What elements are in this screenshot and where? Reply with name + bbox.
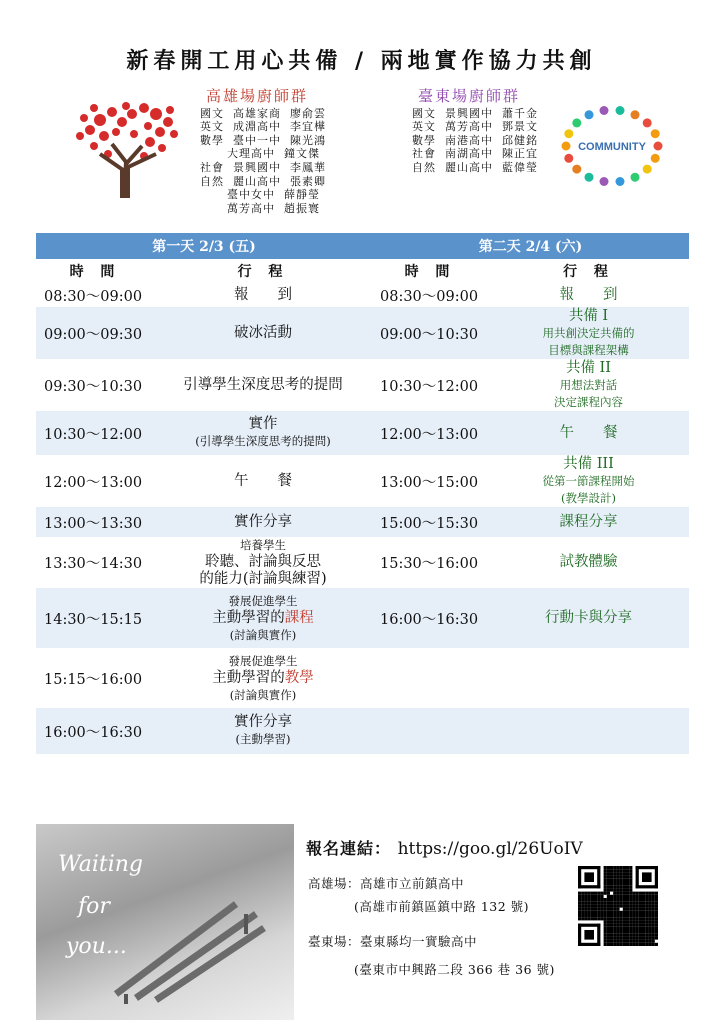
person-figure bbox=[572, 165, 581, 174]
day2-activity bbox=[488, 507, 689, 537]
kaohsiung-venue: 高雄場：高雄市立前鎮高中 bbox=[308, 876, 465, 891]
day2-time: 16:00～16:30 bbox=[372, 588, 488, 648]
schedule-row bbox=[36, 537, 689, 588]
day2-header: 第二天 2/4 (六) bbox=[372, 233, 689, 259]
activity-line: 共備 II bbox=[565, 359, 612, 376]
member-row: 社會 景興國中 李鳳華 bbox=[200, 160, 326, 174]
activity-line: 午 餐 bbox=[559, 424, 618, 441]
day1-time: 13:30～14:30 bbox=[44, 556, 143, 572]
day2-time bbox=[372, 708, 488, 754]
day2-time: 15:30～16:00 bbox=[380, 556, 479, 572]
day2-time: 13:00～15:00 bbox=[380, 474, 479, 491]
activity-line: 共備 III bbox=[563, 455, 614, 472]
day2-activity bbox=[488, 411, 689, 455]
member-row: 自然 麗山高中 藍偉瑩 bbox=[412, 160, 538, 174]
photo-caption: Waiting bbox=[58, 852, 143, 877]
day2-activity bbox=[488, 455, 689, 507]
activity-column-header: 行 程 bbox=[237, 264, 289, 280]
day2-time bbox=[372, 648, 488, 708]
day2-time: 15:00～15:30 bbox=[372, 507, 488, 537]
person-figure bbox=[643, 165, 652, 174]
person-figure bbox=[585, 173, 594, 182]
activity-line: 目標與課程架構 bbox=[548, 342, 629, 357]
activity-line bbox=[154, 433, 372, 450]
person-figure bbox=[631, 173, 640, 182]
day1-activity bbox=[154, 455, 372, 507]
day1-time: 15:15～16:00 bbox=[44, 671, 143, 688]
activity-text: 主動學習的 bbox=[212, 609, 285, 626]
activity-text: 實作分享 bbox=[234, 513, 292, 530]
activity-line: 用想法對話 bbox=[559, 377, 618, 392]
activity-line: 課程分享 bbox=[559, 513, 618, 530]
day1-time: 13:00～13:30 bbox=[36, 507, 154, 537]
activity-line: 行動卡與分享 bbox=[545, 609, 632, 626]
activity-line bbox=[154, 653, 372, 670]
time-column-header: 時 間 bbox=[404, 264, 456, 280]
activity-line: 試教體驗 bbox=[559, 554, 618, 570]
member-row: 數學 臺中一中 陳光鴻 bbox=[200, 133, 326, 147]
activity-line bbox=[154, 593, 372, 610]
day1-time: 12:00～13:00 bbox=[44, 474, 143, 491]
activity-line bbox=[154, 714, 372, 731]
activity-highlight: 教學 bbox=[284, 669, 314, 686]
member-row: 社會 南湖高中 陳正宜 bbox=[412, 147, 538, 161]
activity-line: 從第一節課程開始 bbox=[542, 473, 635, 488]
activity-line: 決定課程內容 bbox=[554, 394, 623, 409]
activity-line bbox=[154, 554, 372, 571]
day1-time: 09:00～09:30 bbox=[36, 307, 154, 359]
activity-line bbox=[154, 670, 372, 687]
day1-time: 14:30～15:15 bbox=[36, 588, 154, 648]
registration-label: 報名連結： bbox=[306, 839, 392, 858]
community-label: COMMUNITY bbox=[578, 141, 646, 153]
member-row: 國文 高雄家商 廖俞雲 bbox=[200, 106, 326, 120]
activity-text: 聆聽、討論與反思 bbox=[205, 554, 321, 570]
member-row: 臺中女中 薛靜瑩 bbox=[200, 188, 320, 202]
schedule-row bbox=[36, 359, 689, 411]
activity-text: (討論與實作) bbox=[229, 687, 297, 702]
person-figure bbox=[585, 110, 594, 119]
day1-time: 09:30～10:30 bbox=[44, 378, 143, 395]
schedule-row bbox=[36, 307, 689, 359]
day1-time: 10:30～12:00 bbox=[36, 411, 154, 455]
member-row: 大理高中 鐘文傑 bbox=[200, 147, 320, 161]
registration-url[interactable]: https://goo.gl/26UoIV bbox=[397, 839, 583, 859]
activity-line: 共備 I bbox=[568, 307, 609, 324]
kaohsiung-address: (高雄市前鎮區鎮中路 132 號) bbox=[354, 899, 530, 914]
activity-text: 引導學生深度思考的提問 bbox=[183, 376, 343, 393]
activity-text: 破冰活動 bbox=[234, 324, 292, 341]
activity-text: (討論與實作) bbox=[229, 627, 297, 642]
community-circle-icon bbox=[552, 98, 672, 194]
member-row: 自然 麗山高中 張素卿 bbox=[200, 174, 326, 188]
activity-text: 實作分享 bbox=[234, 714, 292, 730]
activity-line bbox=[154, 473, 372, 490]
day2-activity bbox=[488, 307, 689, 359]
activity-text: 的能力(討論與練習) bbox=[199, 571, 327, 587]
schedule-row bbox=[36, 648, 689, 708]
day1-time: 16:00～16:30 bbox=[36, 708, 154, 754]
activity-line bbox=[154, 627, 372, 644]
activity-line bbox=[154, 287, 372, 304]
member-row: 數學 南港高中 邱健銘 bbox=[412, 133, 538, 147]
person-figure bbox=[600, 106, 609, 115]
group-title: 高雄場廚師群 bbox=[206, 87, 309, 105]
activity-text: 發展促進學生 bbox=[228, 653, 298, 668]
registration-line bbox=[306, 836, 583, 859]
schedule-row bbox=[36, 588, 689, 648]
day1-activity bbox=[154, 708, 372, 754]
activity-line bbox=[154, 537, 372, 554]
schedule-row bbox=[36, 708, 689, 754]
person-figure bbox=[562, 142, 571, 151]
person-figure bbox=[572, 118, 581, 127]
day2-activity bbox=[488, 648, 689, 708]
person-figure bbox=[616, 106, 625, 115]
activity-text: (引導學生深度思考的提問) bbox=[195, 434, 331, 448]
kaohsiung-chef-group bbox=[200, 87, 326, 215]
schedule-table bbox=[36, 233, 689, 754]
activity-line: 報 到 bbox=[559, 286, 618, 303]
day2-activity bbox=[488, 537, 689, 588]
activity-line bbox=[154, 731, 372, 748]
activity-line bbox=[154, 610, 372, 627]
person-figure bbox=[600, 177, 609, 186]
day1-activity bbox=[154, 283, 372, 307]
group-title: 臺東場廚師群 bbox=[418, 87, 521, 105]
day2-activity bbox=[488, 588, 689, 648]
person-figure bbox=[651, 129, 660, 138]
day1-activity bbox=[154, 537, 372, 588]
day1-activity bbox=[154, 359, 372, 411]
taitung-address: (臺東市中興路二段 366 巷 36 號) bbox=[354, 962, 555, 977]
activity-text: 午 餐 bbox=[234, 472, 292, 489]
day1-activity bbox=[154, 507, 372, 537]
day2-time: 08:30～09:00 bbox=[380, 288, 479, 305]
day2-activity bbox=[488, 283, 689, 307]
day1-activity bbox=[154, 411, 372, 455]
taitung-chef-group bbox=[412, 87, 538, 175]
person-figure bbox=[564, 129, 573, 138]
taitung-venue: 臺東場：臺東縣均一實驗高中 bbox=[308, 934, 478, 949]
qr-code[interactable] bbox=[578, 866, 658, 946]
person-figure bbox=[643, 118, 652, 127]
person-figure bbox=[654, 142, 663, 151]
person-figure bbox=[564, 154, 573, 163]
day1-activity bbox=[154, 588, 372, 648]
day1-activity bbox=[154, 648, 372, 708]
heart-tree-icon bbox=[64, 92, 190, 200]
schedule-row bbox=[36, 455, 689, 507]
activity-line: 用共創決定共備的 bbox=[542, 325, 635, 340]
activity-text: 發展促進學生 bbox=[228, 593, 298, 608]
day2-time: 10:30～12:00 bbox=[380, 378, 479, 395]
day2-activity bbox=[488, 708, 689, 754]
member-row: 萬芳高中 趙振寰 bbox=[200, 201, 320, 215]
day1-header: 第一天 2/3 (五) bbox=[36, 233, 372, 259]
day1-time: 08:30～09:00 bbox=[44, 288, 143, 305]
activity-line bbox=[154, 377, 372, 394]
member-row: 英文 萬芳高中 鄧景文 bbox=[412, 120, 538, 134]
photo-caption: you... bbox=[66, 934, 127, 959]
member-row: 國文 景興國中 蕭千金 bbox=[412, 106, 538, 120]
activity-text: 實作 bbox=[248, 416, 278, 432]
time-column-header: 時 間 bbox=[69, 264, 121, 280]
waiting-photo bbox=[36, 824, 294, 1020]
member-row: 英文 成淵高中 李宜樺 bbox=[200, 120, 326, 134]
day1-activity bbox=[154, 307, 372, 359]
day2-time: 12:00～13:00 bbox=[372, 411, 488, 455]
activity-text: 培養學生 bbox=[240, 538, 286, 552]
activity-line bbox=[154, 325, 372, 342]
person-figure bbox=[651, 154, 660, 163]
activity-text: 報 到 bbox=[234, 286, 292, 303]
page-title: 新春開工用心共備 / 兩地實作協力共創 bbox=[126, 48, 597, 74]
activity-text: 主動學習的 bbox=[212, 669, 285, 686]
activity-line bbox=[154, 571, 372, 588]
activity-line bbox=[154, 514, 372, 531]
day2-time: 09:00～10:30 bbox=[372, 307, 488, 359]
schedule-row bbox=[36, 507, 689, 537]
schedule-row bbox=[36, 283, 689, 307]
activity-column-header: 行 程 bbox=[563, 264, 614, 280]
activity-line bbox=[154, 687, 372, 704]
activity-line: (教學設計) bbox=[561, 490, 616, 505]
day2-activity bbox=[488, 359, 689, 411]
activity-text: (主動學習) bbox=[235, 732, 291, 746]
activity-line bbox=[154, 416, 372, 433]
photo-caption: for bbox=[78, 894, 110, 919]
schedule-row bbox=[36, 411, 689, 455]
person-figure bbox=[631, 110, 640, 119]
activity-highlight: 課程 bbox=[284, 609, 314, 626]
person-figure bbox=[616, 177, 625, 186]
